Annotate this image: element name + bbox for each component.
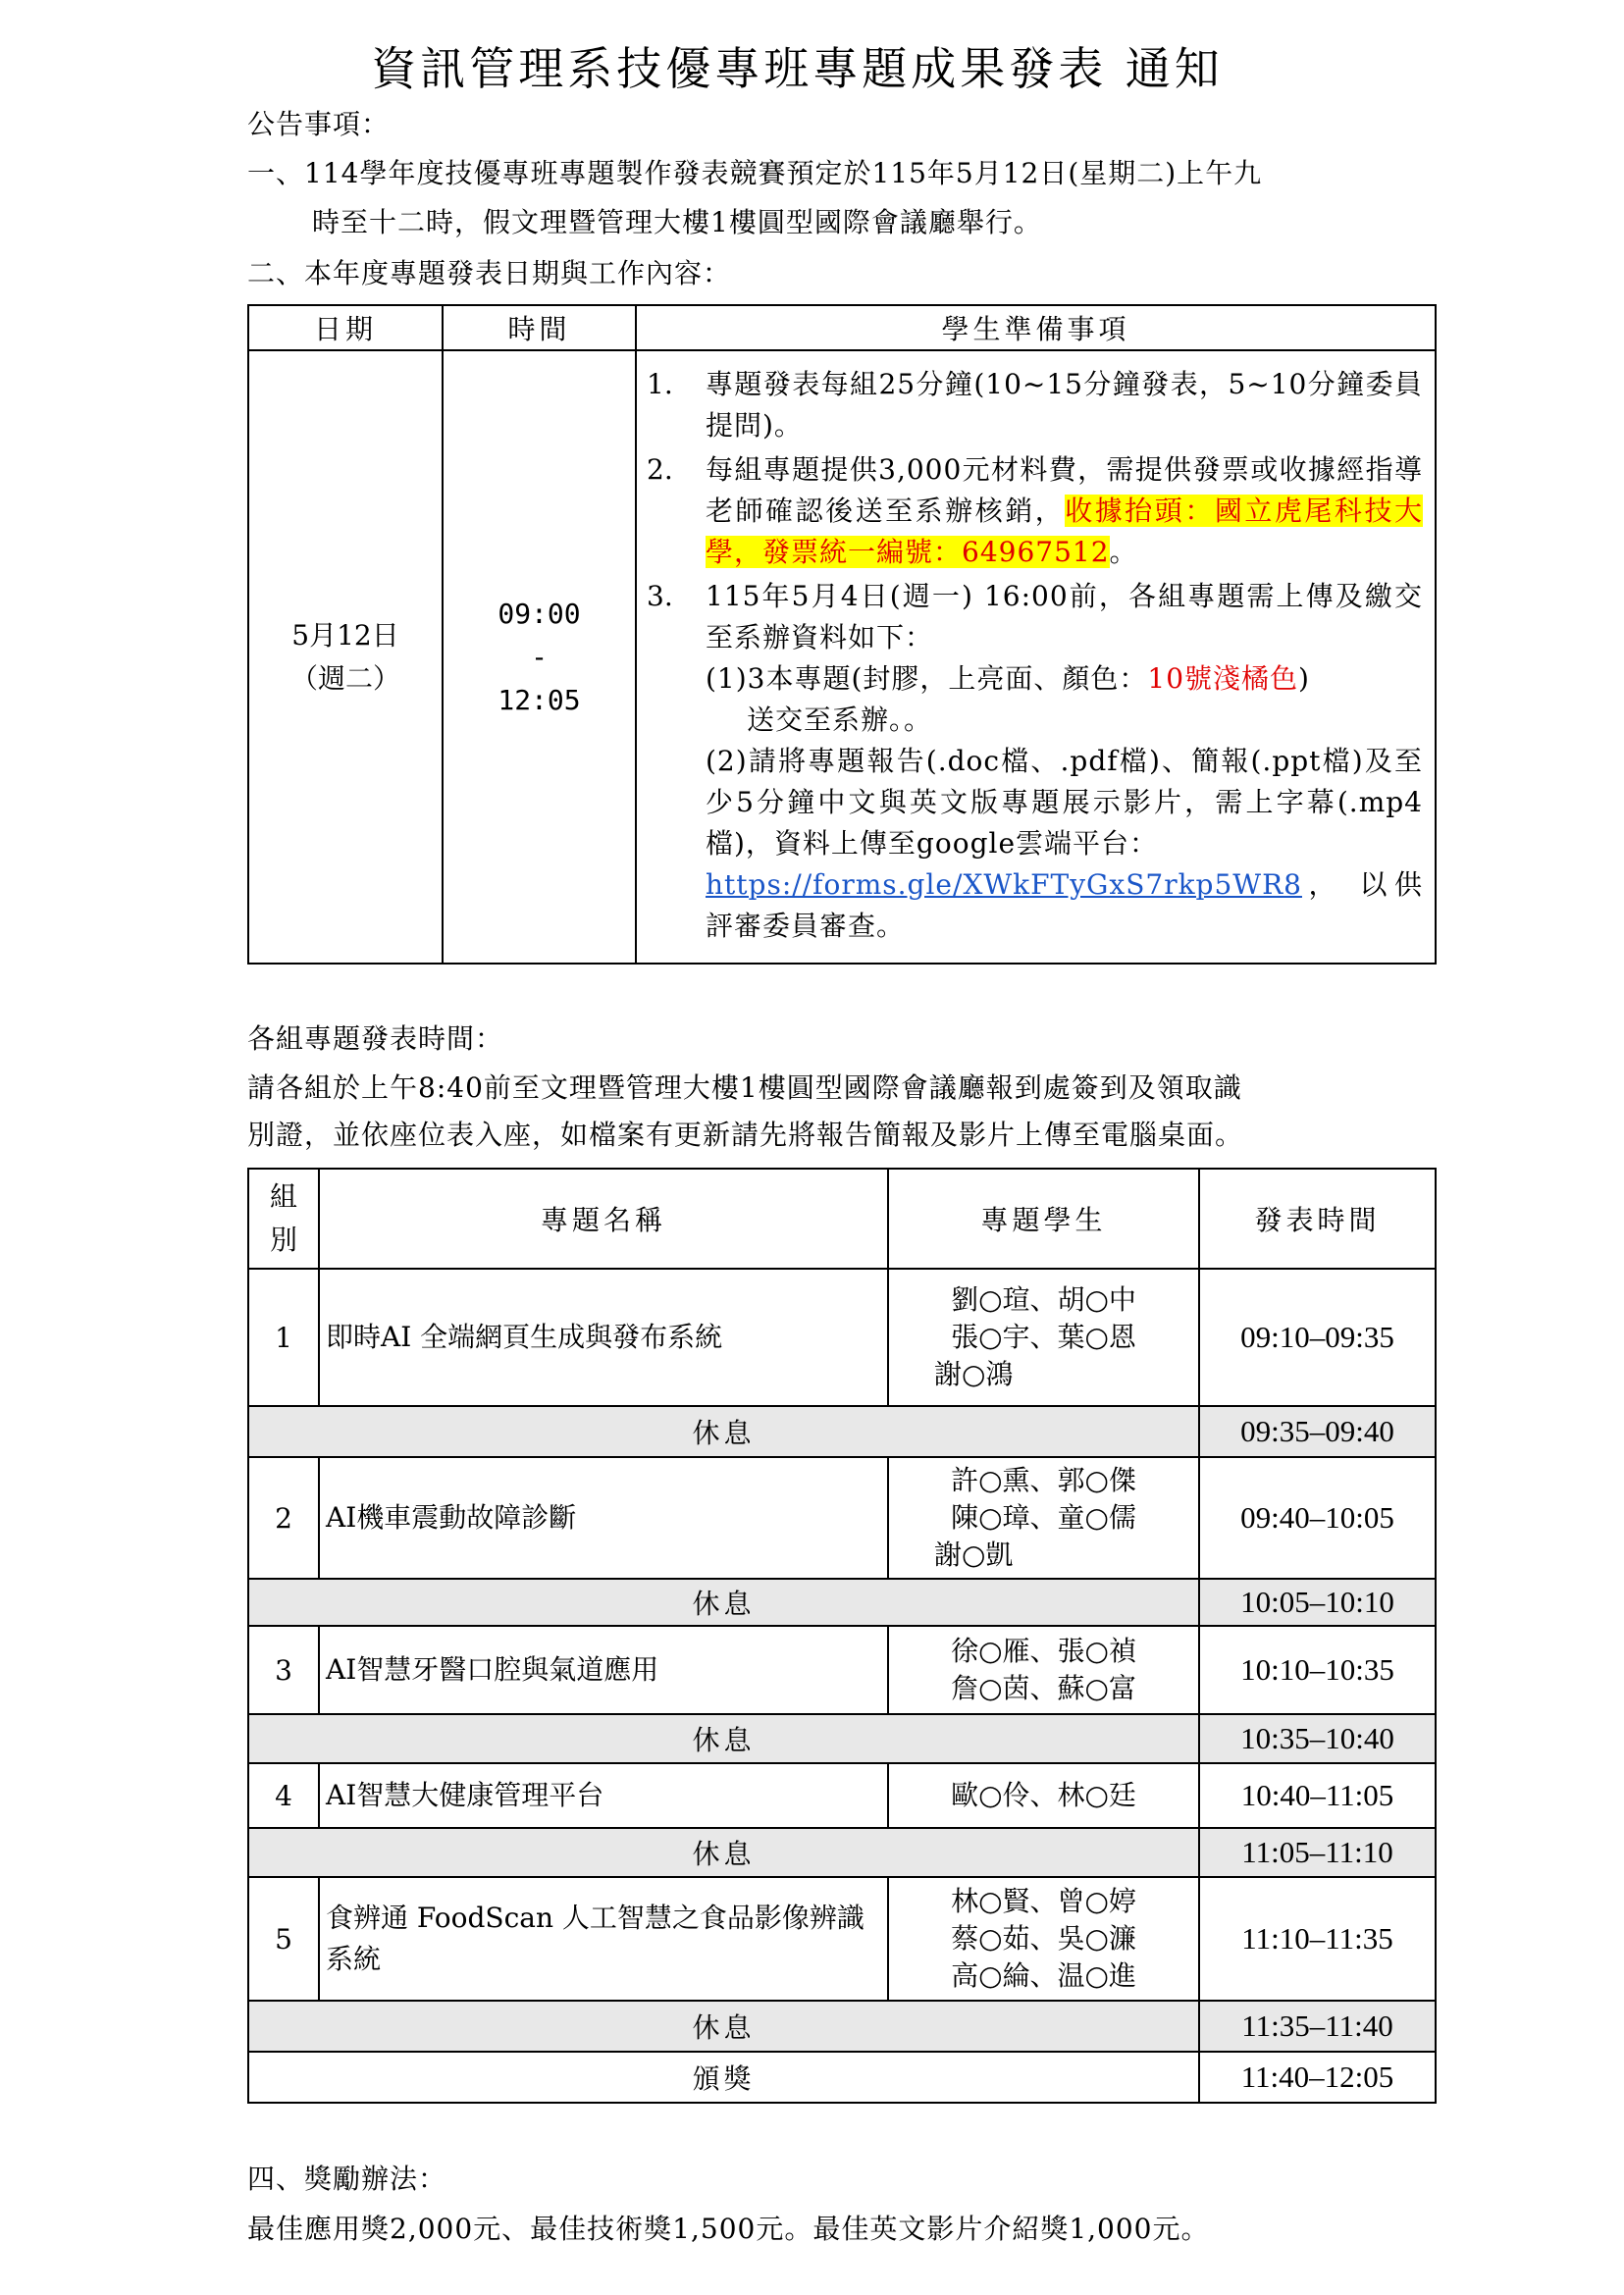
break-label: 休息 xyxy=(248,2001,1199,2052)
schedule-table xyxy=(247,304,1437,965)
present-time: 11:10–11:35 xyxy=(1199,1877,1436,2001)
award-time: 11:40–12:05 xyxy=(1199,2052,1436,2103)
break-time: 10:05–10:10 xyxy=(1199,1579,1436,1626)
break-row xyxy=(248,1828,1436,1877)
header-prep: 學生準備事項 xyxy=(636,305,1436,350)
group-no: 5 xyxy=(248,1877,319,2001)
group-row xyxy=(248,1269,1436,1406)
sub-item-1-line2: 送交至系辦。。 xyxy=(747,704,933,736)
student-line: 蔡○茹、吳○濂 xyxy=(951,1922,1136,1955)
time-start: 09:00 xyxy=(498,597,581,630)
break-label: 休息 xyxy=(248,1406,1199,1457)
break-row xyxy=(248,2001,1436,2052)
group-row xyxy=(248,1763,1436,1828)
student-line: 歐○伶、林○廷 xyxy=(951,1779,1136,1811)
sub2-body: (2)請將專題報告(.doc檔、.pdf檔)、簡報(.ppt檔)及至少5分鐘中文與英文版專題展示影片，需上字幕(.mp4檔)，資料上傳至google雲端平台： xyxy=(706,745,1423,860)
receipt-highlight: 收據抬頭：國立虎尾科技大學，發票統一編號：64967512 xyxy=(706,495,1423,568)
notice-label: 公告事項： xyxy=(247,108,391,140)
header-date: 日期 xyxy=(248,305,443,350)
prep-text-3-body: 115年5月4日(週一) 16:00前，各組專題需上傳及繳交至系辦資料如下： xyxy=(706,580,1423,653)
present-time: 09:40–10:05 xyxy=(1199,1457,1436,1579)
group-row xyxy=(248,1626,1436,1714)
break-time: 10:35–10:40 xyxy=(1199,1714,1436,1763)
project-name: AI智慧牙醫口腔與氣道應用 xyxy=(319,1626,888,1714)
present-time: 10:10–10:35 xyxy=(1199,1626,1436,1714)
sub-item-1 xyxy=(706,658,1423,700)
color-spec: 10號淺橘色 xyxy=(1147,662,1299,695)
date-line1: 5月12日 xyxy=(291,618,399,652)
time-cell xyxy=(443,350,636,964)
prep-item-1 xyxy=(647,364,1423,446)
group-row xyxy=(248,1877,1436,2001)
project-students xyxy=(888,1763,1199,1828)
student-line: 謝○凱 xyxy=(934,1539,1014,1571)
student-line: 劉○瑄、胡○中 xyxy=(951,1283,1136,1316)
award-label: 頒獎 xyxy=(248,2052,1199,2103)
project-name: AI機車震動故障診斷 xyxy=(319,1457,888,1579)
header-group xyxy=(248,1169,319,1269)
page-title: 資訊管理系技優專班專題成果發表 通知 xyxy=(371,42,1224,95)
section4-text: 最佳應用獎2,000元、最佳技術獎1,500元。最佳英文影片介紹獎1,000元。 xyxy=(247,2213,1210,2245)
student-line: 詹○茵、蘇○富 xyxy=(951,1672,1136,1704)
sub1-a: (1)3本專題(封膠，上亮面、顏色： xyxy=(706,662,1148,695)
date-line2: （週二） xyxy=(289,661,400,695)
present-time: 09:10–09:35 xyxy=(1199,1269,1436,1406)
prep-num-1: 1. xyxy=(647,368,673,400)
student-line: 許○熏、郭○傑 xyxy=(951,1464,1136,1496)
header-time: 發表時間 xyxy=(1199,1169,1436,1269)
prep-text-2-body: 每組專題提供3,000元材料費，需提供發票或收據經指導老師確認後送至系辦核銷， xyxy=(706,453,1423,527)
sub-item-2 xyxy=(706,741,1423,947)
group-no: 1 xyxy=(248,1269,319,1406)
header-time: 時間 xyxy=(443,305,636,350)
student-line: 謝○鴻 xyxy=(934,1358,1014,1390)
section3-line1: 請各組於上午8:40前至文理暨管理大樓1樓圓型國際會議廳報到處簽到及領取識 xyxy=(247,1071,1242,1104)
project-name: 食辨通 FoodScan 人工智慧之食品影像辨識系統 xyxy=(319,1877,888,2001)
prep-list xyxy=(637,358,1435,956)
project-name: AI智慧大健康管理平台 xyxy=(319,1763,888,1828)
break-label: 休息 xyxy=(248,1579,1199,1626)
section3-line2: 別證，並依座位表入座，如檔案有更新請先將報告簡報及影片上傳至電腦桌面。 xyxy=(247,1119,1244,1151)
prep-num-2: 2. xyxy=(647,453,673,486)
break-row xyxy=(248,1579,1436,1626)
section4-label: 四、獎勵辦法： xyxy=(247,2163,447,2195)
break-time: 11:05–11:10 xyxy=(1199,1828,1436,1877)
student-line: 林○賢、曾○婷 xyxy=(951,1885,1136,1917)
prep-text-2 xyxy=(706,449,1423,573)
groups-header-row xyxy=(248,1169,1436,1269)
sub1-b: ) xyxy=(1298,662,1310,695)
time-sep: - xyxy=(531,640,548,673)
prep-text-1: 專題發表每組25分鐘(10~15分鐘發表，5~10分鐘委員提問)。 xyxy=(706,368,1423,442)
sub2-tail: ， 以供評審委員審查。 xyxy=(706,868,1423,942)
prep-item-3 xyxy=(647,576,1423,947)
project-students xyxy=(888,1626,1199,1714)
prep-num-3: 3. xyxy=(647,580,673,612)
break-label: 休息 xyxy=(248,1714,1199,1763)
schedule-row xyxy=(248,350,1436,964)
upload-link[interactable]: https://forms.gle/XWkFTyGxS7rkp5WR8 xyxy=(706,868,1302,901)
prep-text-3 xyxy=(706,576,1423,947)
header-students: 專題學生 xyxy=(888,1169,1199,1269)
project-students xyxy=(888,1269,1199,1406)
header-group-label: 組別 xyxy=(269,1180,297,1256)
student-line: 徐○雁、張○禎 xyxy=(951,1635,1136,1667)
item1-line2: 時至十二時，假文理暨管理大樓1樓圓型國際會議廳舉行。 xyxy=(312,206,1042,238)
item1-line1: 一、114學年度技優專班專題製作發表競賽預定於115年5月12日(星期二)上午九 xyxy=(247,157,1263,189)
prep-cell xyxy=(636,350,1436,964)
date-cell xyxy=(248,350,443,964)
group-no: 2 xyxy=(248,1457,319,1579)
group-row xyxy=(248,1457,1436,1579)
break-label: 休息 xyxy=(248,1828,1199,1877)
present-time: 10:40–11:05 xyxy=(1199,1763,1436,1828)
student-line: 張○宇、葉○恩 xyxy=(951,1321,1136,1353)
prep-item-2 xyxy=(647,449,1423,573)
project-name: 即時AI 全端網頁生成與發布系統 xyxy=(319,1269,888,1406)
project-students xyxy=(888,1457,1199,1579)
break-time: 09:35–09:40 xyxy=(1199,1406,1436,1457)
time-end: 12:05 xyxy=(498,683,581,716)
project-students xyxy=(888,1877,1199,2001)
schedule-header-row xyxy=(248,305,1436,350)
item2-label: 二、本年度專題發表日期與工作內容： xyxy=(247,257,732,289)
student-line: 高○綸、温○進 xyxy=(951,1959,1136,1992)
groups-table xyxy=(247,1168,1437,2104)
header-name: 專題名稱 xyxy=(319,1169,888,1269)
break-row xyxy=(248,1406,1436,1457)
award-row xyxy=(248,2052,1436,2103)
prep-text-2-tail: 。 xyxy=(1109,536,1138,568)
group-no: 3 xyxy=(248,1626,319,1714)
student-line: 陳○璋、童○儒 xyxy=(951,1501,1136,1534)
break-row xyxy=(248,1714,1436,1763)
break-time: 11:35–11:40 xyxy=(1199,2001,1436,2052)
group-no: 4 xyxy=(248,1763,319,1828)
section3-label: 各組專題發表時間： xyxy=(247,1022,504,1055)
